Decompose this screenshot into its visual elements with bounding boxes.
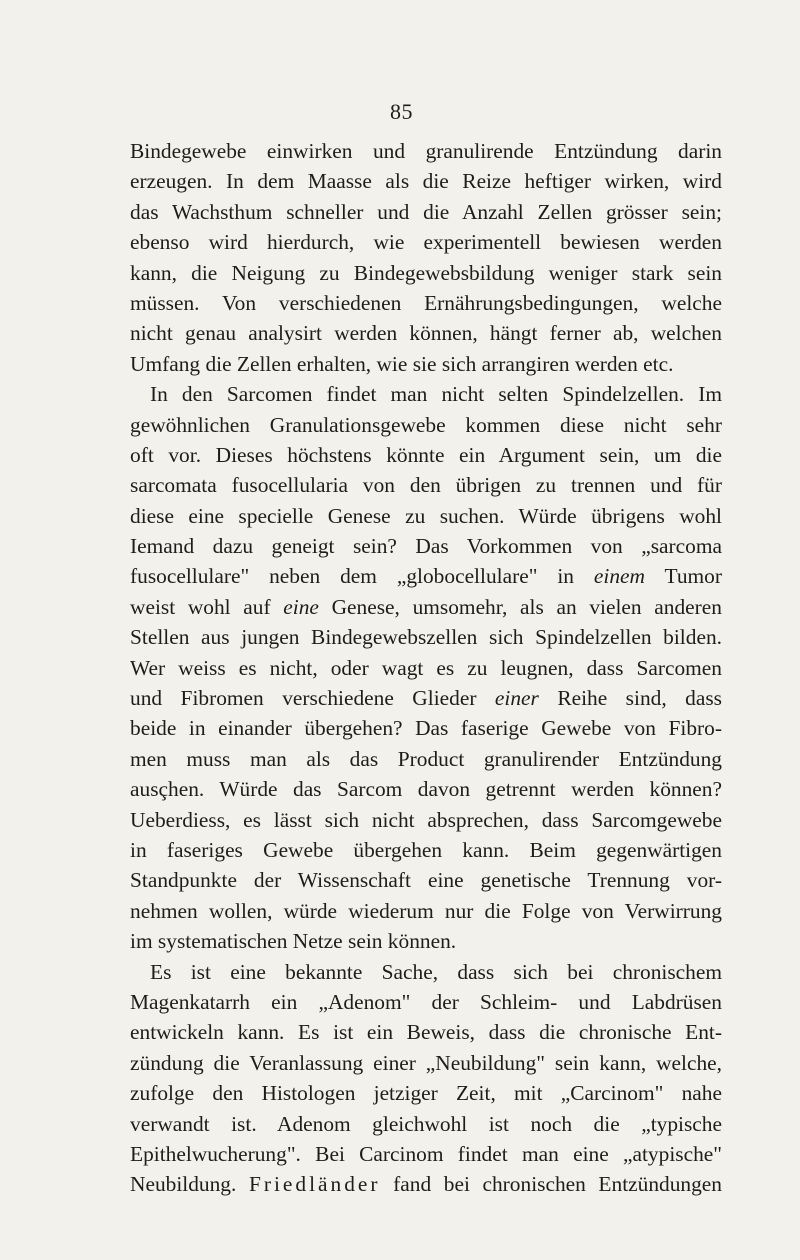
text-line: entwickeln kann. Es ist ein Beweis, dass die chronische Ent- xyxy=(130,1020,722,1045)
paragraph-end-line: im systematischen Netze sein können. xyxy=(130,929,457,954)
emphasis-text: einem xyxy=(593,564,645,589)
text-line: müssen. Von verschiedenen Ernährungsbedingungen, welche xyxy=(130,290,722,315)
text-run: Tumor xyxy=(644,564,722,589)
text-line: beide in einander übergehen? Das faserige Gewebe von Fibro- xyxy=(130,716,722,741)
text-line: Wer weiss es nicht, oder wagt es zu leugnen, dass Sarcomen xyxy=(130,655,722,680)
text-run: fand bei chronischen Entzündungen xyxy=(380,1172,722,1197)
text-run: weist wohl auf xyxy=(130,594,284,619)
text-line: kann, die Neigung zu Bindegewebsbildung weniger stark sein xyxy=(130,260,722,285)
emphasis-text: eine xyxy=(283,594,319,619)
text-line: nehmen wollen, würde wiederum nur die Folge von Verwirrung xyxy=(130,898,722,923)
text-line: Bindegewebe einwirken und granulirende Entzündung darin xyxy=(130,139,722,163)
paragraph-start-line: Es ist eine bekannte Sache, dass sich bei chronischem xyxy=(150,959,722,984)
text-line: men muss man als das Product granulirender Entzündung xyxy=(130,746,722,771)
text-line: nicht genau analysirt werden können, hängt ferner ab, welchen xyxy=(130,321,722,346)
body-text xyxy=(130,136,722,1200)
emphasis-text: einer xyxy=(494,686,539,711)
author-name: Friedländer xyxy=(248,1172,381,1197)
text-line: Magenkatarrh ein „Adenom" der Schleim- und Labdrüsen xyxy=(130,989,722,1014)
text-line xyxy=(130,561,722,591)
text-run: und Fibromen verschiedene Glieder xyxy=(130,686,495,711)
text-line: oft vor. Dieses höchstens könnte ein Argument sein, um die xyxy=(130,442,722,467)
text-line: das Wachsthum schneller und die Anzahl Zellen grösser sein; xyxy=(130,199,722,224)
text-line: zufolge den Histologen jetziger Zeit, mit „Carcinom" nahe xyxy=(130,1081,722,1106)
text-line xyxy=(130,683,722,713)
text-line: ausçhen. Würde das Sarcom davon getrennt werden können? xyxy=(130,777,722,802)
text-line: gewöhnlichen Granulationsgewebe kommen diese nicht sehr xyxy=(130,412,722,437)
text-line: Stellen aus jungen Bindegewebszellen sich Spindelzellen bilden. xyxy=(130,625,722,650)
text-line: erzeugen. In dem Maasse als die Reize heftiger wirken, wird xyxy=(130,169,722,194)
paragraph-start-line: In den Sarcomen findet man nicht selten Spindelzellen. Im xyxy=(150,382,722,407)
text-run: Genese, umsomehr, als an vielen anderen xyxy=(318,594,722,619)
text-line: Ueberdiess, es lässt sich nicht absprechen, dass Sarcomgewebe xyxy=(130,807,722,832)
text-line: sarcomata fusocellularia von den übrigen zu trennen und für xyxy=(130,473,722,498)
text-line: zündung die Veranlassung einer „Neubildung" sein kann, welche, xyxy=(130,1050,722,1075)
text-line: Iemand dazu geneigt sein? Das Vorkommen von „sarcoma xyxy=(130,534,722,559)
text-line: verwandt ist. Adenom gleichwohl ist noch die „typische xyxy=(130,1111,722,1136)
text-line: ebenso wird hierdurch, wie experimentell bewiesen werden xyxy=(130,230,722,255)
text-line: diese eine specielle Genese zu suchen. Würde übrigens wohl xyxy=(130,503,722,528)
text-run: Neubildung. xyxy=(130,1172,249,1197)
text-run: fusocellulare" neben dem „globocellulare" in xyxy=(130,564,594,589)
paragraph-end-line: Umfang die Zellen erhalten, wie sie sich arrangiren werden etc. xyxy=(130,351,674,376)
text-line: Standpunkte der Wissenschaft eine genetische Trennung vor- xyxy=(130,868,722,893)
text-run: Reihe sind, dass xyxy=(538,686,722,711)
text-line xyxy=(130,592,722,622)
page-number: 85 xyxy=(390,99,413,124)
text-line xyxy=(130,1169,722,1199)
text-line: Epithelwucherung". Bei Carcinom findet man eine „atypische" xyxy=(130,1141,722,1166)
text-line: in faseriges Gewebe übergehen kann. Beim gegenwärtigen xyxy=(130,837,722,862)
